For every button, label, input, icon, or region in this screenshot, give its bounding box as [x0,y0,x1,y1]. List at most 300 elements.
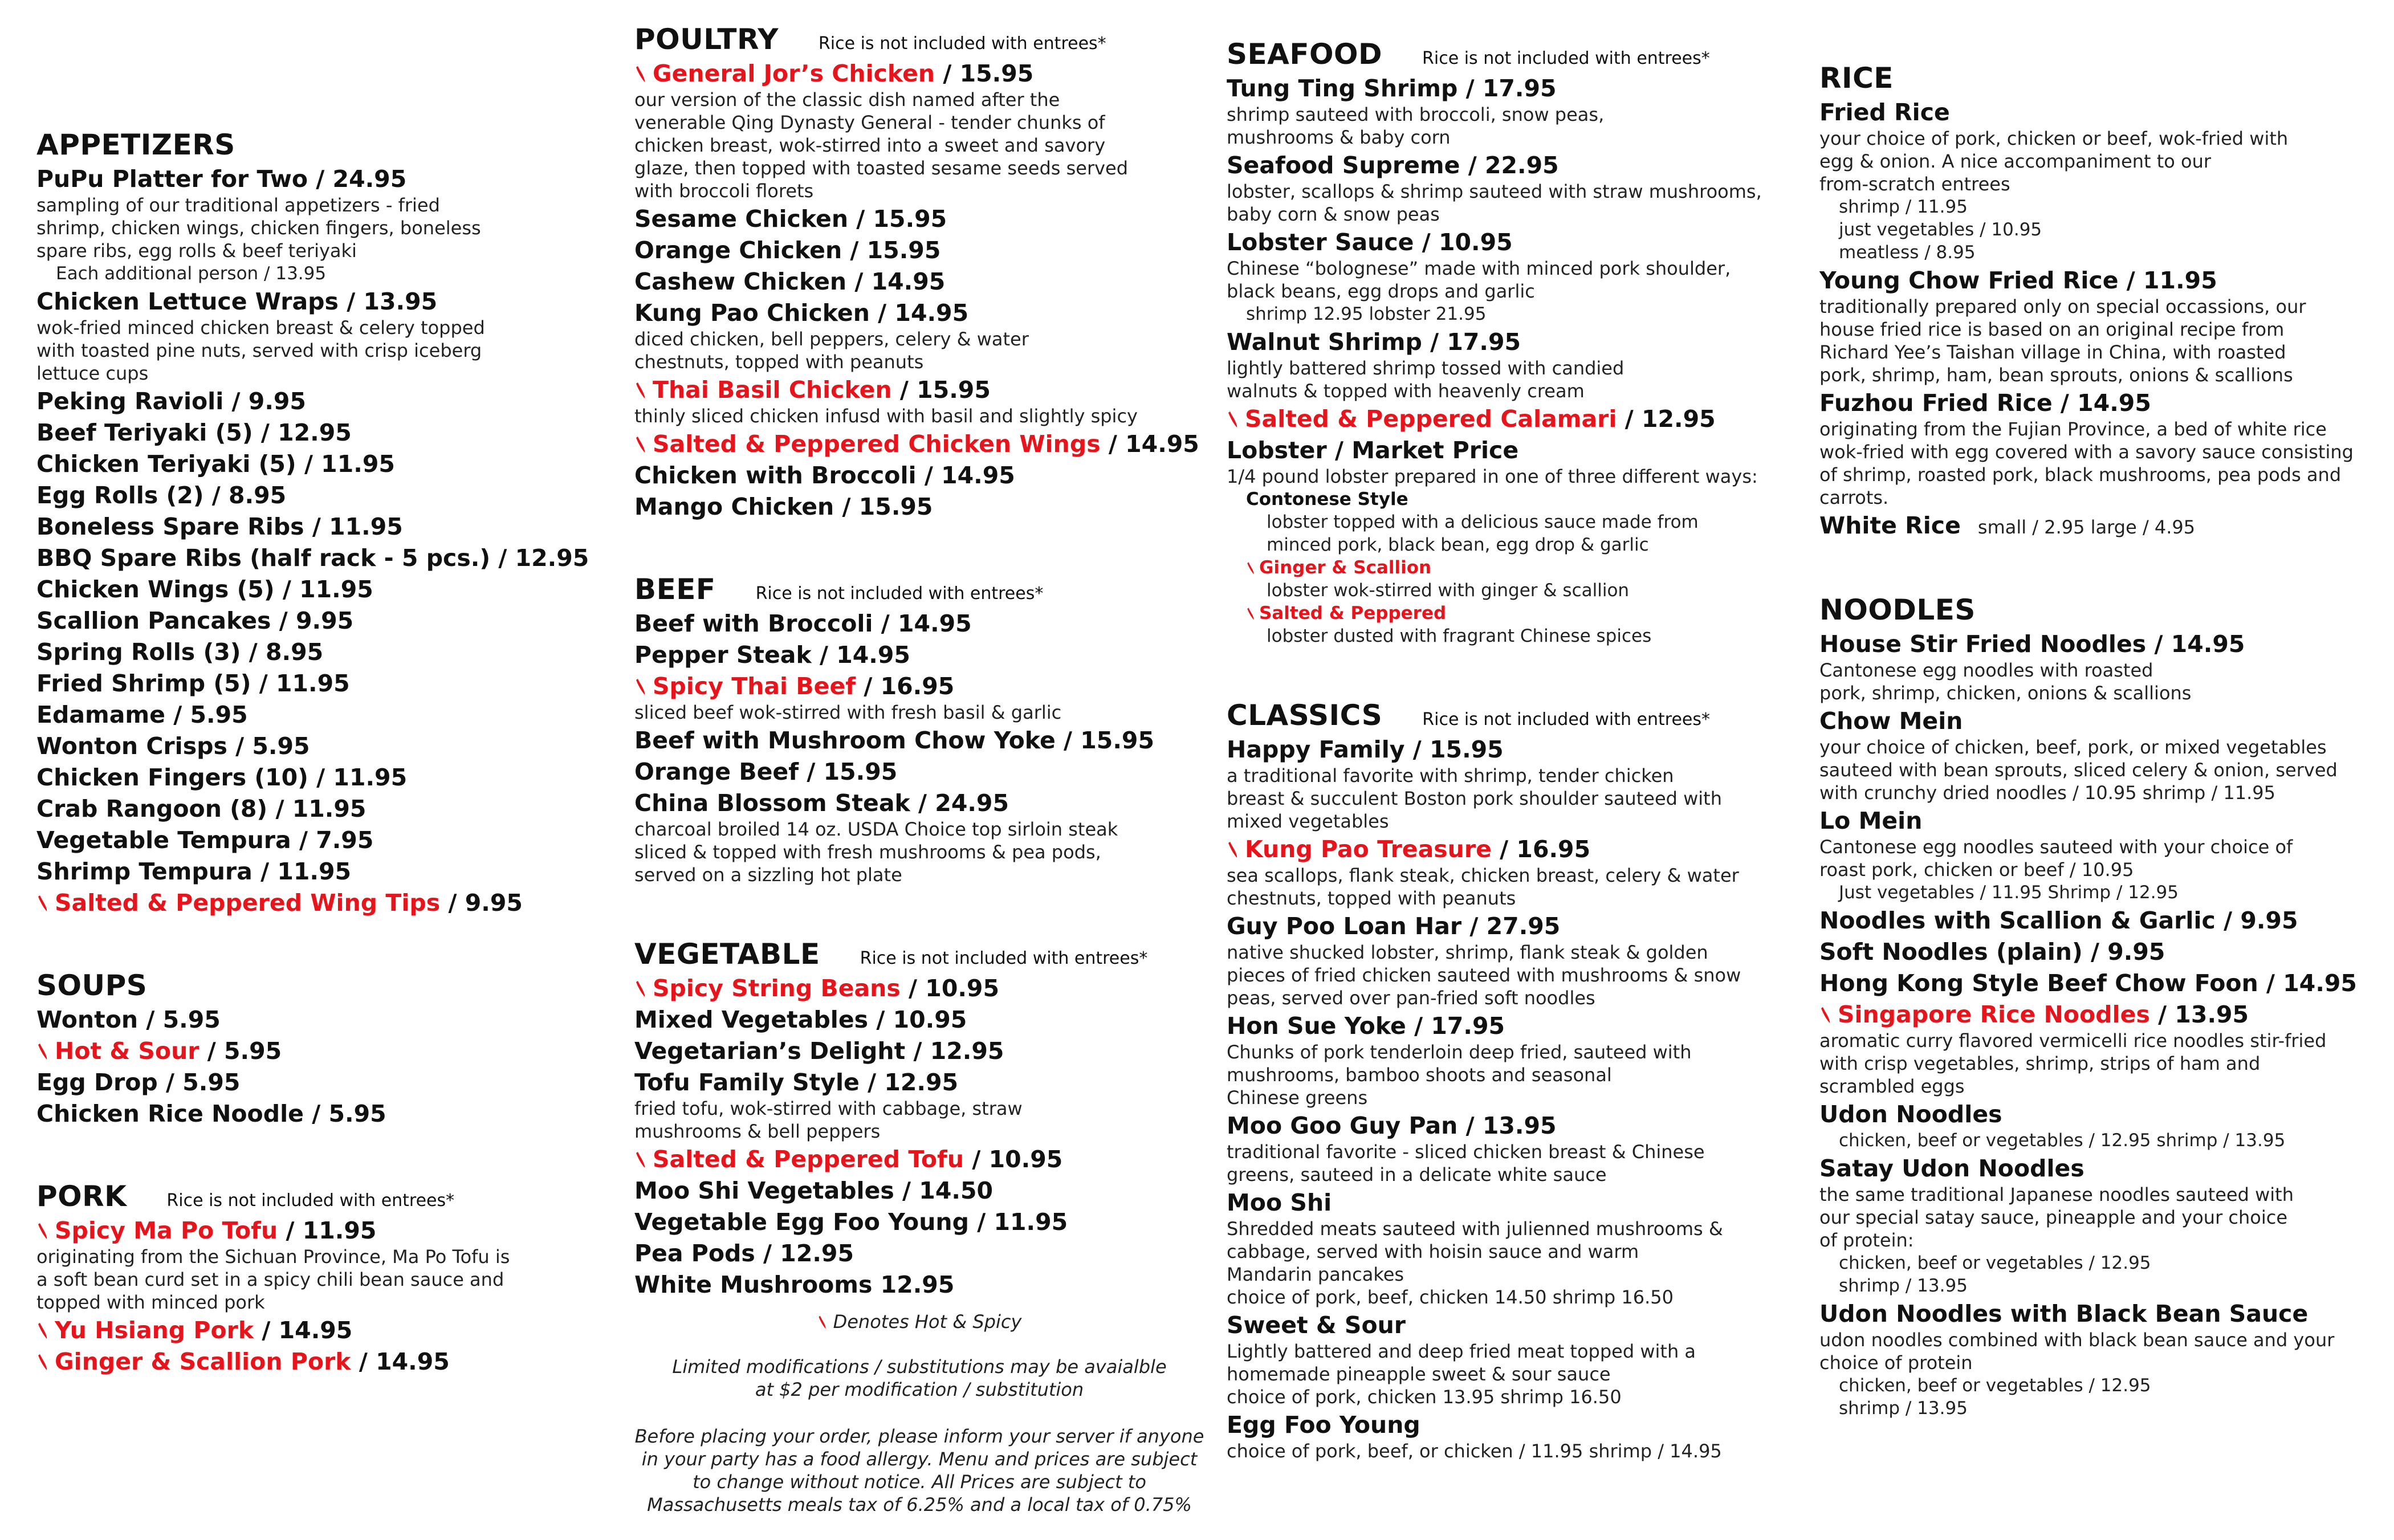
item-name-line [36,544,606,573]
menu-item [1819,906,2389,935]
item-name-line [1819,1100,2389,1129]
red-pepper-icon [1246,561,1255,575]
item-description: pieces of fried chicken sauteed with mushrooms & snow [1227,964,1741,986]
item-name-line [1227,74,1797,103]
item-name: Spicy Thai Beef [653,673,856,700]
section-title: SOUPS [36,969,148,1002]
item-name-line [1819,806,2389,836]
menu-section [634,573,1204,886]
item-name: Chicken Rice Noodle / 5.95 [36,1100,386,1127]
menu-item [1227,835,1797,910]
item-name: Sweet & Sour [1227,1311,1406,1339]
item-name-line [634,376,1204,405]
item-name: Shrimp Tempura / 11.95 [36,858,352,885]
item-description: choice of pork, chicken 13.95 shrimp 16.50 [1227,1386,1622,1408]
item-name-line [634,1005,1204,1034]
item-price: / 5.95 [199,1037,282,1065]
menu-section [634,23,1204,522]
item-description: choice of pork, beef, chicken 14.50 shrimp 16.50 [1227,1286,1674,1308]
item-name-line [36,638,606,667]
menu-item [634,492,1204,522]
item-name: Salted & Peppered Calamari [1245,405,1617,433]
menu-column-4 [1819,62,2389,1471]
item-name-line [36,1099,606,1128]
item-description: mushrooms & bell peppers [634,1121,881,1142]
item-name: Singapore Rice Noodles [1838,1001,2150,1028]
red-pepper-icon [36,894,48,912]
red-pepper-icon [1227,841,1238,859]
red-pepper-icon [36,1322,48,1340]
item-description: Shredded meats sauteed with julienned mushrooms & [1227,1218,1723,1240]
item-name: Salted & Peppered Tofu [653,1146,964,1173]
menu-item [634,1239,1204,1268]
footer-note [634,1355,1204,1401]
menu-item [36,387,606,416]
item-price: / 10.95 [900,975,999,1002]
item-option: just vegetables / 10.95 [1839,219,2042,240]
item-name: White Rice [1819,512,1961,539]
red-pepper-icon [1246,607,1255,621]
item-description: native shucked lobster, shrimp, flank steak & golden [1227,942,1708,963]
red-pepper-icon [1819,1006,1831,1024]
item-name-line [1819,707,2389,736]
item-name: Pea Pods / 12.95 [634,1240,854,1267]
section-title: VEGETABLE [634,938,820,971]
item-name-line [1819,266,2389,295]
menu-item [1227,228,1797,325]
item-name-line [634,609,1204,638]
item-description: mixed vegetables [1227,810,1389,832]
item-name-line [1819,938,2389,967]
menu-item [1819,511,2389,542]
item-description: shrimp sauteed with broccoli, snow peas, [1227,104,1605,125]
menu-item [36,700,606,730]
item-description: peas, served over pan-fried soft noodles [1227,987,1595,1009]
menu-item [36,669,606,698]
item-description: served on a sizzling hot plate [634,864,902,886]
item-name-line [1227,1311,1797,1340]
item-sizes: small / 2.95 large / 4.95 [1977,516,2196,538]
item-description: a traditional favorite with shrimp, tender chicken [1227,765,1674,787]
item-name: Lobster Sauce / 10.95 [1227,229,1513,256]
lobster-style-description: lobster topped with a delicious sauce made from [1267,512,1699,532]
item-name: Chicken Wings (5) / 11.95 [36,576,373,603]
menu-item [1819,707,2389,804]
menu-item [36,544,606,573]
item-description: homemade pineapple sweet & sour sauce [1227,1363,1611,1385]
item-name: Tofu Family Style / 12.95 [634,1069,959,1096]
menu-item [36,1068,606,1097]
menu-item [36,1216,606,1314]
menu-item [36,1347,606,1376]
item-name-line [1227,328,1797,357]
menu-item [36,763,606,792]
section-title: RICE [1819,62,1894,95]
item-description: originating from the Fujian Province, a bed of white rice [1819,418,2327,440]
item-name-line [1227,1012,1797,1041]
item-name: Thai Basil Chicken [653,376,892,404]
menu-item [634,430,1204,459]
item-name: Beef with Broccoli / 14.95 [634,610,972,637]
item-name-line [634,672,1204,701]
item-name: Hong Kong Style Beef Chow Foon / 14.95 [1819,969,2357,997]
item-description: scrambled eggs [1819,1075,1965,1097]
red-pepper-icon [634,980,646,998]
menu-item [634,1145,1204,1174]
menu-item [36,857,606,886]
item-name: Lo Mein [1819,807,1923,834]
red-pepper-icon [1227,410,1238,429]
item-name-line [36,165,606,194]
item-name: Egg Foo Young [1227,1411,1420,1439]
red-pepper-icon [634,678,646,696]
item-name-line [36,795,606,824]
item-name: China Blossom Steak / 24.95 [634,789,1009,817]
item-name-line [634,1176,1204,1205]
item-name: Fried Shrimp (5) / 11.95 [36,670,350,697]
item-name: Spicy Ma Po Tofu [55,1217,278,1244]
item-name-line [36,732,606,761]
section-note: Rice is not included with entrees* [1422,710,1711,730]
item-description: shrimp, chicken wings, chicken fingers, boneless [36,217,481,239]
item-description: spare ribs, egg rolls & beef teriyaki [36,240,357,262]
item-description: egg & onion. A nice accompaniment to our [1819,150,2212,172]
item-name: Beef Teriyaki (5) / 12.95 [36,419,352,446]
item-name: Hon Sue Yoke / 17.95 [1227,1012,1505,1040]
menu-item [36,1316,606,1345]
section-title: NOODLES [1819,593,1976,626]
item-name: Chow Mein [1819,707,1963,735]
item-name: Orange Beef / 15.95 [634,758,898,785]
item-price: / 13.95 [2149,1001,2249,1028]
item-name: Sesame Chicken / 15.95 [634,205,947,233]
item-description: carrots. [1819,487,1889,508]
item-name: Egg Rolls (2) / 8.95 [36,482,287,509]
menu-item [1227,912,1797,1009]
item-name: House Stir Fried Noodles / 14.95 [1819,630,2245,658]
red-pepper-icon [634,1151,646,1169]
section-header [36,128,606,161]
section-note: Rice is not included with entrees* [755,584,1044,604]
item-name: Salted & Peppered Wing Tips [55,889,441,916]
menu-item [36,638,606,667]
footer-note [634,1425,1204,1516]
menu-item [36,826,606,855]
item-description: lettuce cups [36,362,149,384]
item-name-line [36,418,606,447]
menu-item [1227,151,1797,226]
section-header [1227,38,1797,71]
item-description: house fried rice is based on an original recipe from [1819,319,2285,340]
menu-item [634,789,1204,886]
item-name-line [36,387,606,416]
menu-item [1819,389,2389,509]
item-description: with crunchy dried noodles / 10.95 shrimp / 11.95 [1819,782,2276,804]
menu-item [1227,735,1797,833]
item-name: Boneless Spare Ribs / 11.95 [36,513,403,540]
item-description: mushrooms, bamboo shoots and seasonal [1227,1064,1612,1086]
item-name-line [36,700,606,730]
menu-item [36,165,606,285]
item-name: BBQ Spare Ribs (half rack - 5 pcs.) / 12.95 [36,544,589,572]
section-note: Rice is not included with entrees* [818,34,1106,54]
section-note: Rice is not included with entrees* [860,948,1148,968]
item-description: Cantonese egg noodles sauteed with your choice of [1819,836,2293,858]
menu-item [36,1099,606,1128]
menu-item [634,236,1204,265]
menu-item [36,512,606,541]
item-name-line [36,450,606,479]
item-description: of shrimp, roasted pork, black mushrooms, pea pods and [1819,464,2342,486]
lobster-style [1227,556,1797,579]
item-name-line [634,726,1204,755]
lobster-style-description: minced pork, black bean, egg drop & garlic [1267,535,1649,555]
menu-item [634,1005,1204,1034]
item-option: meatless / 8.95 [1839,242,1976,263]
item-price: / 14.95 [351,1348,450,1375]
item-name-line [36,1316,606,1345]
menu-item [36,1037,606,1066]
item-name-line [634,59,1204,88]
item-name-line [36,763,606,792]
item-name-line [1227,151,1797,180]
item-name-line [1819,906,2389,935]
item-name: Soft Noodles (plain) / 9.95 [1819,938,2165,965]
item-name: Chicken Fingers (10) / 11.95 [36,764,408,791]
item-name: Beef with Mushroom Chow Yoke / 15.95 [634,727,1154,754]
menu-item [634,1037,1204,1066]
item-name: Moo Goo Guy Pan / 13.95 [1227,1112,1557,1139]
item-name-line [1227,912,1797,941]
item-description: Chinese “bolognese” made with minced pork shoulder, [1227,258,1731,279]
menu-item [634,205,1204,234]
item-description: fried tofu, wok-stirred with cabbage, straw [634,1098,1023,1119]
item-description: the same traditional Japanese noodles sauteed with [1819,1184,2294,1205]
menu-item [1819,1154,2389,1297]
section-title: APPETIZERS [36,128,235,161]
item-description: a soft bean curd set in a spicy chili bean sauce and [36,1269,504,1290]
section-header [36,969,606,1002]
item-name-line [1819,389,2389,418]
item-description: your choice of chicken, beef, pork, or mixed vegetables [1819,736,2327,758]
item-name-line [1819,1154,2389,1183]
menu-item [1227,436,1797,647]
item-price: / 10.95 [964,1146,1063,1173]
item-name-line [1227,436,1797,465]
item-name-line [634,1270,1204,1299]
item-option: shrimp / 11.95 [1839,197,1968,217]
item-name-line [36,889,606,918]
lobster-style-name: Contonese Style [1246,489,1408,510]
item-description: topped with minced pork [36,1292,265,1313]
item-name-line [36,481,606,510]
item-option: chicken, beef or vegetables / 12.95 [1839,1253,2151,1273]
item-description: from-scratch entrees [1819,173,2010,195]
red-pepper-icon [36,1042,48,1061]
section-header [634,573,1204,606]
footer-line: in your party has a food allergy. Menu and prices are subject [641,1448,1198,1470]
menu-item [1819,630,2389,704]
item-description: chestnuts, topped with peanuts [634,351,924,373]
menu-item [634,974,1204,1003]
item-description: baby corn & snow peas [1227,203,1440,225]
item-price: / 16.95 [1491,836,1591,863]
item-name-line [1819,98,2389,127]
item-name-line [36,287,606,316]
item-name: Udon Noodles [1819,1101,2002,1128]
item-option: Each additional person / 13.95 [56,263,327,284]
item-description: chicken breast, wok-stirred into a sweet and savory [634,135,1106,156]
item-description: your choice of pork, chicken or beef, wok-fried with [1819,128,2289,149]
red-pepper-icon [36,1353,48,1371]
item-name-line [1227,835,1797,864]
menu-item [36,732,606,761]
section-title: SEAFOOD [1227,38,1383,71]
footer-line: Limited modifications / substitutions may be avaialble [672,1356,1167,1378]
item-name-line [1227,228,1797,257]
item-description: of protein: [1819,1229,1914,1251]
section-header [1227,699,1797,732]
item-description: glaze, then topped with toasted sesame seeds served [634,157,1129,179]
red-pepper-icon [817,1315,826,1330]
menu-item [634,59,1204,202]
item-name: Edamame / 5.95 [36,701,248,728]
item-name-line [1227,1188,1797,1217]
item-name-line [36,575,606,604]
item-description: with broccoli florets [634,180,814,202]
menu-item [634,1270,1204,1299]
item-name: Happy Family / 15.95 [1227,736,1504,763]
item-name-line [634,430,1204,459]
menu-item [1227,1012,1797,1109]
item-name-line [634,461,1204,490]
item-description: venerable Qing Dynasty General - tender chunks of [634,112,1105,133]
item-name: PuPu Platter for Two / 24.95 [36,165,407,193]
item-description: choice of pork, beef, or chicken / 11.95 shrimp / 14.95 [1227,1440,1722,1462]
item-name: General Jor’s Chicken [653,60,935,87]
menu-item [1227,1311,1797,1408]
section-header [36,1180,606,1213]
menu-item [634,609,1204,638]
item-description: sauteed with bean sprouts, sliced celery & onion, served [1819,759,2338,781]
menu-item [634,461,1204,490]
item-description: cabbage, served with hoisin sauce and warm [1227,1241,1639,1262]
item-name-line [1227,735,1797,764]
legend-text: Denotes Hot & Spicy [833,1311,1022,1333]
item-name-line [634,757,1204,787]
item-description: Chunks of pork tenderloin deep fried, sauteed with [1227,1041,1692,1063]
item-name: Seafood Supreme / 22.95 [1227,152,1559,179]
item-description: mushrooms & baby corn [1227,127,1451,148]
item-price: / 14.95 [1100,430,1199,458]
menu-item [1819,1299,2389,1420]
item-name-line [1819,1299,2389,1329]
menu-item [36,1005,606,1034]
item-name-line [1819,969,2389,998]
item-name: Mixed Vegetables / 10.95 [634,1006,967,1033]
item-name-line [1227,1411,1797,1440]
item-option: chicken, beef or vegetables / 12.95 [1839,1375,2151,1396]
item-description: chestnuts, topped with peanuts [1227,887,1516,909]
item-name-line [634,1037,1204,1066]
item-name: Egg Drop / 5.95 [36,1069,241,1096]
menu-section [36,1180,606,1376]
item-name: White Mushrooms 12.95 [634,1271,955,1298]
item-name-line [634,492,1204,522]
menu-column-3 [1227,38,1797,1514]
item-price: / 12.95 [1617,405,1716,433]
section-header [1819,593,2389,626]
section-header [634,938,1204,971]
item-name-line [1819,1000,2389,1029]
item-description: lightly battered shrimp tossed with candied [1227,357,1624,379]
section-header [1819,62,2389,95]
menu-item [634,1208,1204,1237]
item-name-line [1819,630,2389,659]
item-description: diced chicken, bell peppers, celery & water [634,328,1029,350]
menu-item [1819,806,2389,904]
red-pepper-icon [634,381,646,400]
menu-item [634,757,1204,787]
item-name: Scallion Pancakes / 9.95 [36,607,354,634]
item-description: sliced beef wok-stirred with fresh basil & garlic [634,702,1062,723]
menu-item [36,287,606,385]
item-description: Chinese greens [1227,1087,1368,1109]
menu-item [36,575,606,604]
lobster-style [1227,488,1797,511]
item-name: Spicy String Beans [653,975,901,1002]
item-name-line [36,1037,606,1066]
item-description: our special satay sauce, pineapple and your choice [1819,1207,2288,1228]
item-description: originating from the Sichuan Province, Ma Po Tofu is [36,1246,510,1268]
item-name-line [36,1347,606,1376]
menu-item [1227,1188,1797,1309]
item-name-line [36,606,606,635]
section-title: BEEF [634,573,716,606]
item-option: shrimp 12.95 lobster 21.95 [1246,304,1487,324]
item-name: Vegetarian’s Delight / 12.95 [634,1037,1004,1065]
section-note: Rice is not included with entrees* [166,1191,455,1211]
item-name-line [36,1068,606,1097]
section-note: Rice is not included with entrees* [1422,48,1710,68]
item-description: wok-fried with egg covered with a savory sauce consisting [1819,441,2354,463]
item-name: Salted & Peppered Chicken Wings [653,430,1101,458]
item-name: Kung Pao Treasure [1245,836,1492,863]
item-price: / 15.95 [891,376,991,404]
item-description: charcoal broiled 14 oz. USDA Choice top sirloin steak [634,818,1118,840]
item-description: thinly sliced chicken infusd with basil and slightly spicy [634,405,1138,427]
red-pepper-icon [634,435,646,454]
item-name-line [1819,511,2389,542]
lobster-style [1227,602,1797,625]
menu-item [1227,328,1797,402]
hot-spicy-legend [634,1311,1204,1333]
item-name-line [36,1216,606,1245]
menu-item [634,376,1204,427]
menu-item [36,481,606,510]
footer-line: at $2 per modification / substitution [755,1379,1084,1400]
item-name-line [36,669,606,698]
menu-item [634,299,1204,373]
item-description: greens, sauteed in a delicate white sauce [1227,1164,1607,1185]
menu-item [1819,969,2389,998]
item-name: Chicken Lettuce Wraps / 13.95 [36,288,438,315]
item-name-line [634,205,1204,234]
item-description: with toasted pine nuts, served with crisp iceberg [36,340,482,361]
item-description: Richard Yee’s Taishan village in China, with roasted [1819,341,2286,363]
footer-line: Massachusetts meals tax of 6.25% and a local tax of 0.75% [647,1494,1192,1515]
item-name-line [634,236,1204,265]
